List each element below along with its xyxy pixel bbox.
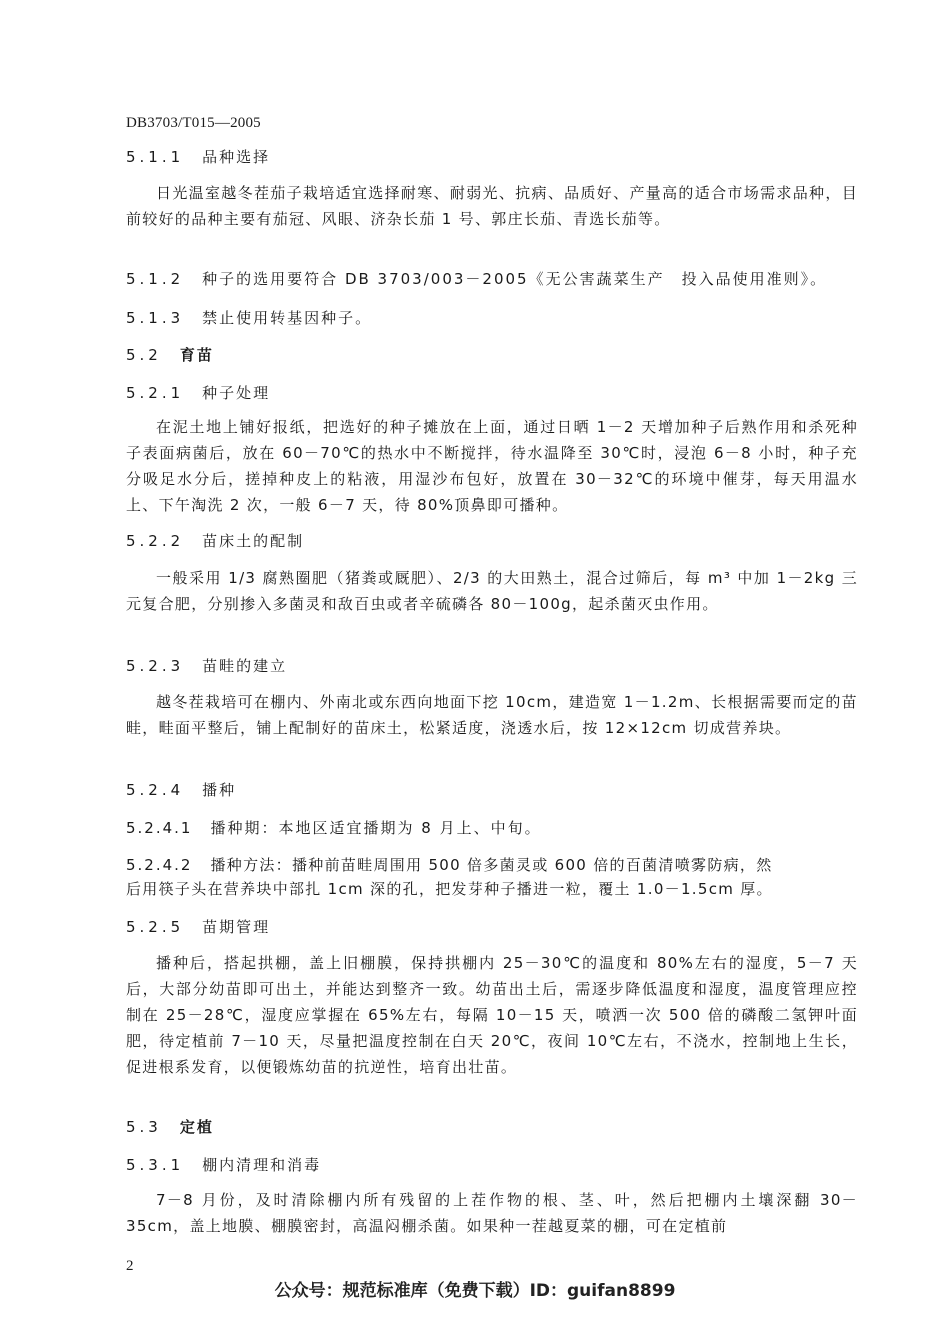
section-title: 苗期管理 [202,918,271,936]
section-heading-5-2-1 [126,382,270,403]
section-title: 播种期：本地区适宜播期为 8 月上、中旬。 [210,819,542,837]
paragraph-seed-treatment: 在泥土地上铺好报纸，把选好的种子摊放在上面，通过日晒 1－2 天增加种子后熟作用和杀死种子表面病菌后，放在 60－70℃的热水中不断搅拌，待水温降至 30℃时，浸泡 6－8 小时，种子充分吸足水分后，搓掉种皮上的粘液，用湿沙布包好，放置在 30－32℃的环境中催芽，每天用温水上、下午淘洗 2 次，一般 6－7 天，待 80%顶鼻即可播种。 [126,418,858,514]
section-number: 5.1.1 [126,148,185,166]
section-number: 5.1.3 [126,309,185,327]
section-heading-5-3 [126,1116,214,1137]
section-title: 种子的选用要符合 DB 3703/003－2005《无公害蔬菜生产 投入品使用准则》。 [202,270,828,288]
section-heading-5-2-4-2 [126,854,773,875]
section-heading-5-1-2 [126,268,827,289]
section-number: 5.2.4 [126,781,185,799]
section-heading-5-2-3 [126,655,287,676]
paragraph-variety-selection: 日光温室越冬茬茄子栽培适宜选择耐寒、耐弱光、抗病、品质好、产量高的适合市场需求品种，目前较好的品种主要有茄冠、风眼、济杂长茄 1 号、郭庄长茄、青选长茄等。 [126,184,858,228]
paragraph-seedling-management: 播种后，搭起拱棚，盖上旧棚膜，保持拱棚内 25－30℃的温度和 80%左右的湿度，5－7 天后，大部分幼苗即可出土，并能达到整齐一致。幼苗出土后，需逐步降低温度和湿度，温度管理应控制在 25－28℃，湿度应掌握在 65%左右，每隔 10－15 天，喷洒一次 500 倍的磷酸二氢钾叶面肥，待定植前 7－10 天，尽量把温度控制在白天 20℃，夜间 10℃左右，不浇水，控制地上生长，促进根系发育，以便锻炼幼苗的抗逆性，培育出壮苗。 [126,954,858,1076]
footer-watermark-note: 公众号：规范标准库（免费下载）ID：guifan8899 [274,1281,676,1301]
section-number: 5.1.2 [126,270,185,288]
section-heading-5-3-1 [126,1154,321,1175]
section-number: 5.2.5 [126,918,185,936]
section-number: 5.2.3 [126,657,185,675]
section-number: 5.2 [126,346,162,364]
section-title: 播种 [202,781,237,799]
paragraph-seedbed-soil: 一般采用 1/3 腐熟圈肥（猪粪或厩肥）、2/3 的大田熟土，混合过筛后，每 m³ 中加 1－2kg 三元复合肥，分别掺入多菌灵和敌百虫或者辛硫磷各 80－100g，起杀菌灭虫作用。 [126,569,858,613]
paragraph-greenhouse-cleaning: 7－8 月份，及时清除棚内所有残留的上茬作物的根、茎、叶，然后把棚内土壤深翻 30－35cm，盖上地膜、棚膜密封，高温闷棚杀菌。如果种一茬越夏菜的棚，可在定植前 [126,1191,858,1235]
page-number: 2 [126,1258,134,1274]
section-title: 种子处理 [202,384,271,402]
paragraph-seedbed-building: 越冬茬栽培可在棚内、外南北或东西向地面下挖 10cm，建造宽 1－1.2m、长根据需要而定的苗畦，畦面平整后，铺上配制好的苗床土，松紧适度，浇透水后，按 12×12cm 切成营养块。 [126,693,858,737]
section-heading-5-1-3 [126,307,372,328]
section-heading-5-2 [126,344,214,365]
section-title: 棚内清理和消毒 [202,1156,322,1174]
section-title: 播种方法：播种前苗畦周围用 500 倍多菌灵或 600 倍的百菌清喷雾防病，然 [210,856,773,874]
section-number: 5.2.4.1 [126,819,193,837]
section-number: 5.2.1 [126,384,185,402]
section-number: 5.2.2 [126,532,185,550]
section-heading-5-2-2 [126,530,304,551]
section-title: 禁止使用转基因种子。 [202,309,373,327]
section-heading-5-2-5 [126,916,270,937]
section-number: 5.3.1 [126,1156,185,1174]
section-title: 定植 [179,1118,214,1136]
paragraph-sowing-method: 后用筷子头在营养块中部扎 1cm 深的孔，把发芽种子播进一粒，覆土 1.0－1.5cm 厚。 [126,880,773,898]
section-number: 5.2.4.2 [126,856,193,874]
section-number: 5.3 [126,1118,162,1136]
section-heading-5-1-1 [126,146,270,167]
section-title: 品种选择 [202,148,271,166]
section-title: 苗畦的建立 [202,657,288,675]
section-title: 育苗 [179,346,214,364]
section-heading-5-2-4-1 [126,817,542,838]
section-title: 苗床土的配制 [202,532,305,550]
section-heading-5-2-4 [126,779,236,800]
document-code: DB3703/T015—2005 [126,115,261,131]
